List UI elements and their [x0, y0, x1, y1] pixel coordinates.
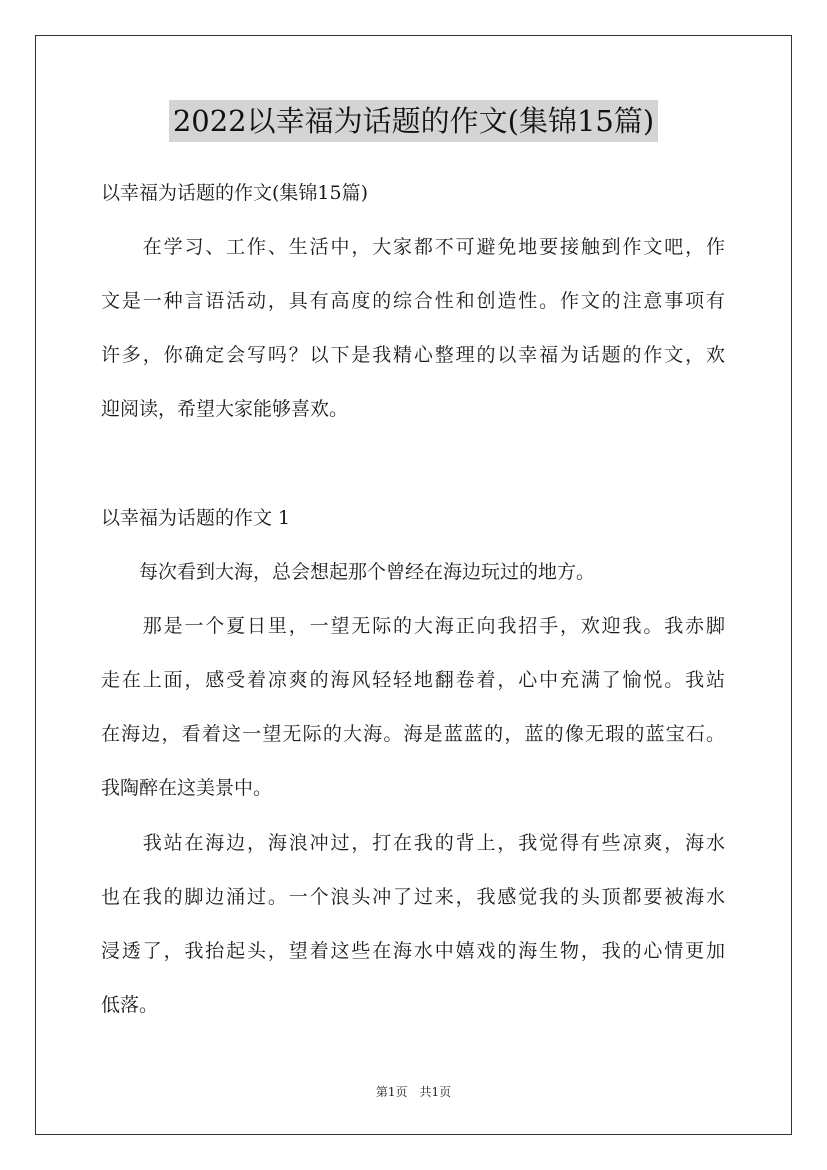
- section-heading: 以幸福为话题的作文 1: [101, 507, 291, 529]
- title-container: [0, 100, 827, 142]
- paragraph-line: 每次看到大海，总会想起那个曾经在海边玩过的地方。: [101, 561, 596, 583]
- paragraph-line: 也在我的脚边涌过。一个浪头冲了过来，我感觉我的头顶都要被海水: [101, 886, 725, 908]
- paragraph-line: 低落。: [101, 994, 159, 1016]
- paragraph-line: 浸透了，我抬起头，望着这些在海水中嬉戏的海生物，我的心情更加: [101, 940, 725, 962]
- intro-line: 文是一种言语活动，具有高度的综合性和创造性。作文的注意事项有: [101, 290, 725, 312]
- document-title: 2022以幸福为话题的作文(集锦15篇): [169, 100, 658, 142]
- paragraph-line: 那是一个夏日里，一望无际的大海正向我招手，欢迎我。我赤脚: [101, 615, 725, 637]
- paragraph-line: 在海边，看着这一望无际的大海。海是蓝蓝的，蓝的像无瑕的蓝宝石。: [101, 723, 725, 745]
- paragraph-line: 我陶醉在这美景中。: [101, 777, 273, 799]
- intro-line: 许多，你确定会写吗？以下是我精心整理的以幸福为话题的作文，欢: [101, 344, 725, 366]
- paragraph-line: 走在上面，感受着凉爽的海风轻轻地翻卷着，心中充满了愉悦。我站: [101, 669, 725, 691]
- intro-line: 迎阅读，希望大家能够喜欢。: [101, 398, 349, 420]
- intro-line: 在学习、工作、生活中，大家都不可避免地要接触到作文吧，作: [101, 236, 725, 258]
- document-subtitle: 以幸福为话题的作文(集锦15篇): [101, 182, 369, 204]
- page-number-footer: 第1页 共1页: [375, 1085, 452, 1099]
- paragraph-line: 我站在海边，海浪冲过，打在我的背上，我觉得有些凉爽，海水: [101, 832, 725, 854]
